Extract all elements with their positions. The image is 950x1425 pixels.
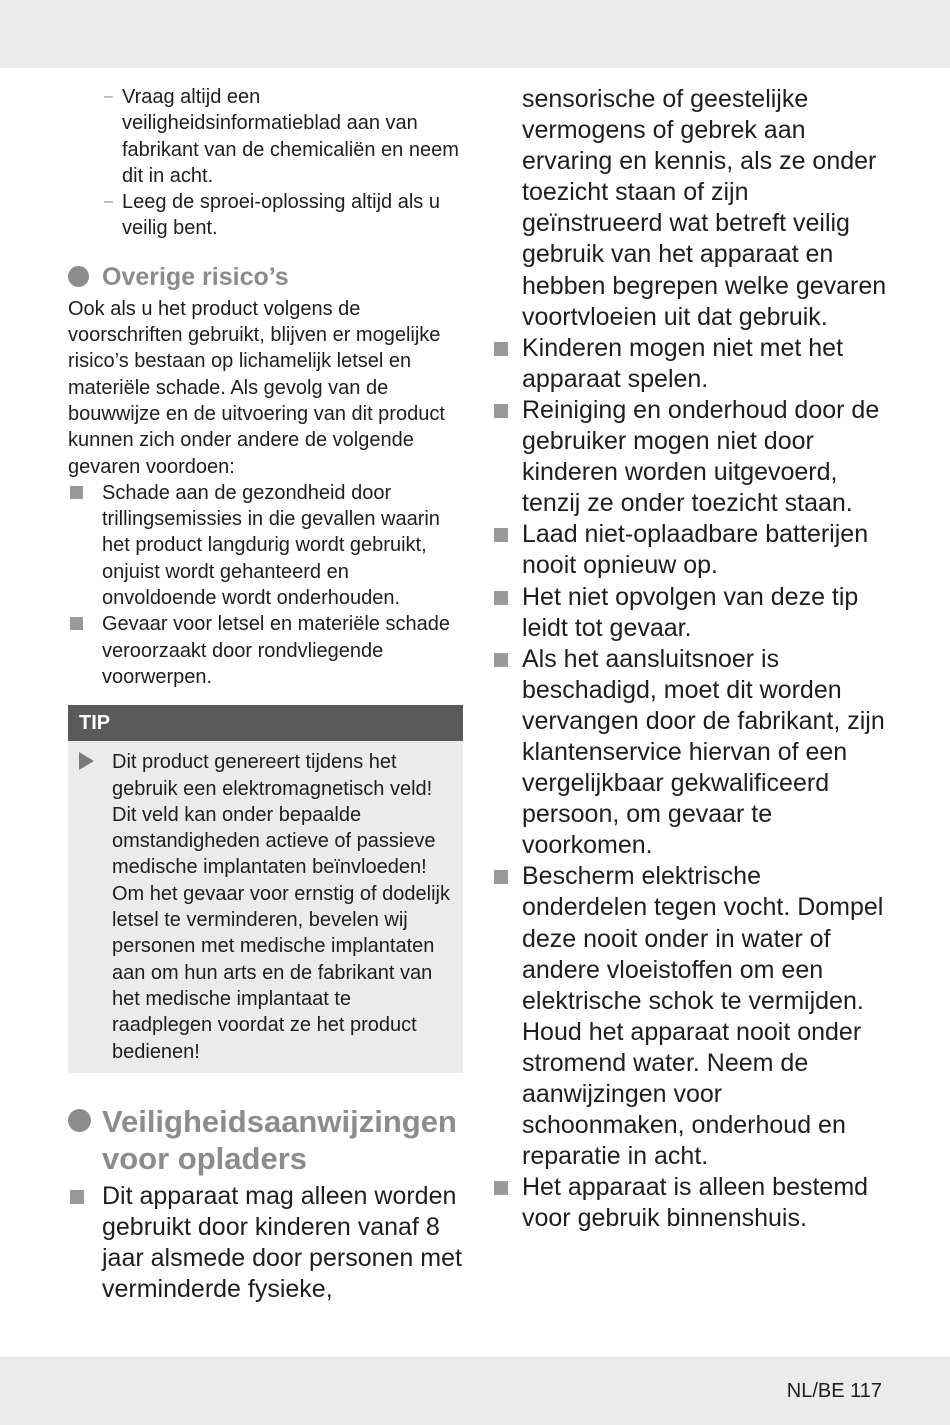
square-bullet-icon xyxy=(494,653,508,667)
list-item xyxy=(492,644,887,862)
square-bullet-icon xyxy=(494,528,508,542)
risks-intro: Ook als u het product volgens de voorschriften gebruikt, blijven er mogelijke risico’s bestaan op lichamelijk letsel en materiële schade. Als gevolg van de bouwwijze en de uitvoering van dit product kunnen zich onder andere de volgende gevaren voordoen: xyxy=(68,297,445,478)
charger-heading xyxy=(68,1103,463,1177)
list-item-text: Reiniging en onderhoud door de gebruiker mogen niet door kinderen worden uitgevoerd, tenzij ze onder toezicht staan. xyxy=(522,395,880,518)
circle-bullet-icon xyxy=(68,1109,91,1132)
list-item-text: Laad niet-oplaadbare batterijen nooit opnieuw op. xyxy=(522,520,869,580)
list-item-text: Kinderen mogen niet met het apparaat spelen. xyxy=(522,333,844,393)
charger-list-continued xyxy=(492,333,887,1235)
list-item-text: Leeg de sproei-oplossing altijd als u veilig bent. xyxy=(122,191,440,240)
list-item xyxy=(492,1172,887,1234)
tip-label: TIP xyxy=(68,705,463,741)
tip-text: Dit product genereert tijdens het gebruik een elektromagnetisch veld! Dit veld kan onder bepaalde omstandigheden actieve of passieve medische implantaten beïnvloeden! Om het gevaar voor ernstig of dodelijk letsel te verminderen, bevelen wij personen met medische implantaten aan om hun arts en de fabrikant van het medische implantaat te raadplegen voordat ze het product bedienen! xyxy=(112,751,450,1063)
list-item xyxy=(68,1181,463,1305)
risk-list xyxy=(68,480,463,690)
square-bullet-icon xyxy=(494,404,508,418)
list-item-text: Als het aansluitsnoer is beschadigd, moet dit worden vervangen door de fabrikant, zijn klantenservice hiervan of een vergelijkbaar gekwalificeerd persoon, om gevaar te voorkomen. xyxy=(522,644,885,860)
right-column xyxy=(492,84,887,1234)
list-item xyxy=(68,480,463,611)
list-item-text: Het apparaat is alleen bestemd voor gebruik binnenshuis. xyxy=(522,1173,869,1233)
list-item xyxy=(492,582,887,644)
page-number: NL/BE 117 xyxy=(786,1380,882,1402)
tip-box xyxy=(68,705,463,1073)
list-item xyxy=(492,333,887,395)
dash-list xyxy=(68,84,463,242)
square-bullet-icon xyxy=(70,1190,84,1204)
list-item-text: Vraag altijd een veiligheidsinformatieblad aan van fabrikant van de chemicaliën en neem dit in acht. xyxy=(122,86,459,187)
list-item-text: Gevaar voor letsel en materiële schade veroorzaakt door rondvliegende voorwerpen. xyxy=(102,613,450,688)
square-bullet-icon xyxy=(494,342,508,356)
charger-heading-text: Veiligheidsaanwijzingen voor opladers xyxy=(102,1103,457,1176)
list-item-text: Dit apparaat mag alleen worden gebruikt door kinderen vanaf 8 jaar alsmede door personen met verminderde fysieke, xyxy=(102,1181,462,1304)
dash-icon: – xyxy=(104,88,113,105)
header-band xyxy=(0,0,950,68)
list-item-text: Bescherm elektrische onderdelen tegen vocht. Dompel deze nooit onder in water of andere vloeistoffen om een elektrische schok te vermijden. Houd het apparaat nooit onder stromend water. Neem de aanwijzingen voor schoonmaken, onderhoud en reparatie in acht. xyxy=(522,862,884,1171)
list-item xyxy=(492,519,887,581)
square-bullet-icon xyxy=(70,486,83,499)
list-item xyxy=(492,395,887,519)
charger-list xyxy=(68,1181,463,1305)
list-item xyxy=(68,611,463,690)
square-bullet-icon xyxy=(70,617,83,630)
circle-bullet-icon xyxy=(68,266,89,287)
square-bullet-icon xyxy=(494,1181,508,1195)
tip-body xyxy=(68,741,463,1073)
list-item-text: Schade aan de gezondheid door trillingsemissies in die gevallen waarin het product langdurig wordt gebruikt, onjuist wordt gehanteerd en onvoldoende wordt onderhouden. xyxy=(102,481,440,610)
list-item-text: Het niet opvolgen van deze tip leidt tot gevaar. xyxy=(522,582,859,642)
risks-heading xyxy=(68,262,463,292)
left-column xyxy=(68,84,463,1305)
continuation-text: sensorische of geestelijke vermogens of gebrek aan ervaring en kennis, als ze onder toezicht staan of zijn geïnstrueerd wat betreft veilig gebruik van het apparaat en hebben begrepen welke gevaren voortvloeien uit dat gebruik. xyxy=(522,85,887,331)
square-bullet-icon xyxy=(494,591,508,605)
list-item xyxy=(492,861,887,1172)
arrow-right-icon xyxy=(79,752,94,770)
list-item xyxy=(68,189,463,242)
dash-icon: – xyxy=(104,193,113,211)
list-item xyxy=(68,84,463,189)
risks-heading-text: Overige risico’s xyxy=(102,262,289,291)
square-bullet-icon xyxy=(494,870,508,884)
